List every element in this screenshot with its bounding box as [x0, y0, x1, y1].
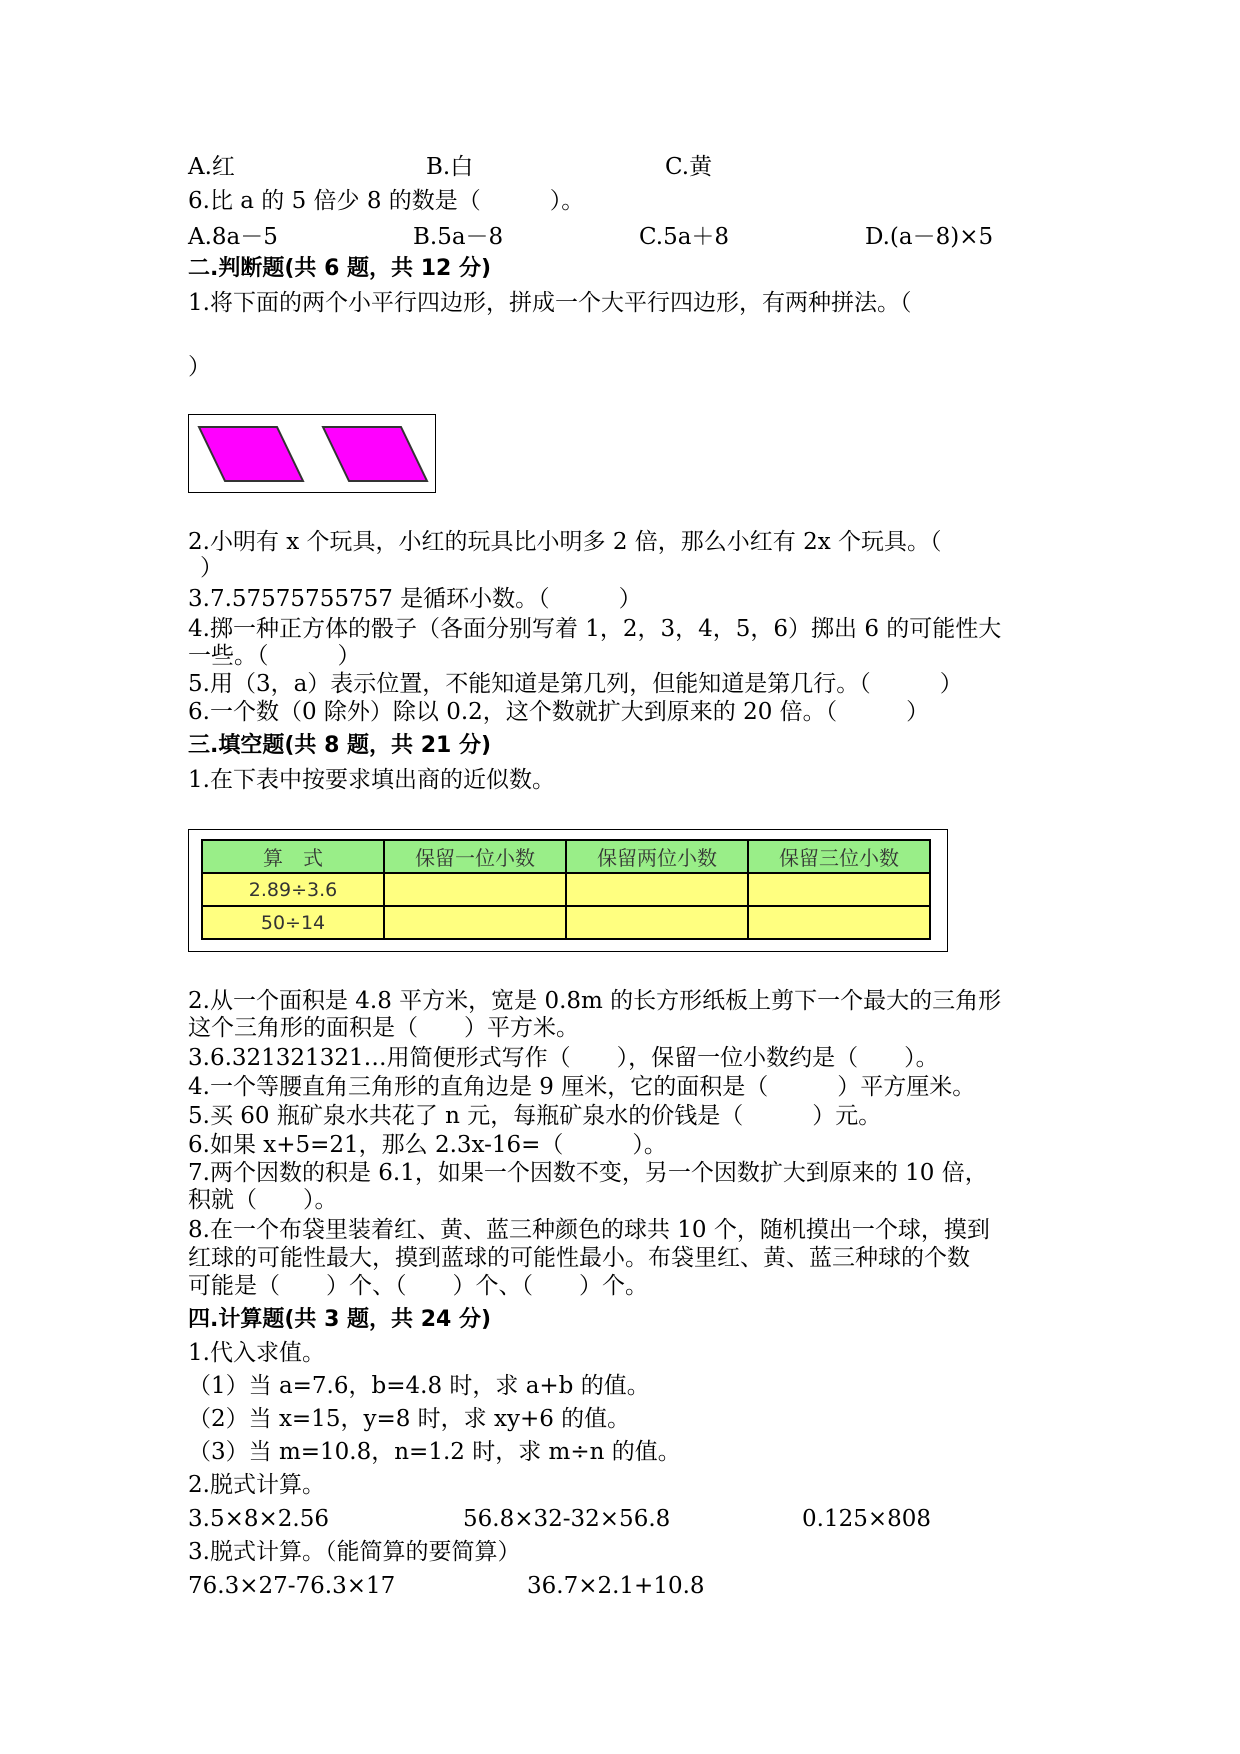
s3-q2-line1: 2.从一个面积是 4.8 平方米，宽是 0.8m 的长方形纸板上剪下一个最大的三角形	[188, 988, 1002, 1014]
table-cell-answer[interactable]	[384, 906, 566, 939]
s4-q2-item: 56.8×32-32×56.8	[463, 1506, 671, 1532]
s4-q2-item: 0.125×808	[802, 1506, 932, 1532]
parallelogram-figure	[188, 414, 436, 493]
s3-q5: 5.买 60 瓶矿泉水共花了 n 元，每瓶矿泉水的价钱是（ ）元。	[188, 1103, 882, 1129]
table-cell-answer[interactable]	[566, 873, 748, 906]
approximation-table	[201, 839, 931, 940]
s3-q4: 4.一个等腰直角三角形的直角边是 9 厘米，它的面积是（ ）平方厘米。	[188, 1074, 976, 1100]
s3-q8-line3: 可能是（ ）个、（ ）个、（ ）个。	[188, 1273, 648, 1299]
s3-q8-line2: 红球的可能性最大，摸到蓝球的可能性最小。布袋里红、黄、蓝三种球的个数	[188, 1245, 970, 1271]
section2-heading: 二.判断题(共 6 题，共 12 分)	[188, 256, 492, 281]
s2-q5: 5.用（3，a）表示位置，不能知道是第几列，但能知道是第几行。（ ）	[188, 671, 963, 697]
s2-q4-line2: 一些。（ ）	[188, 643, 361, 669]
q5-option-b: B.白	[426, 154, 474, 180]
table-header-row	[202, 840, 930, 873]
s3-q8-line1: 8.在一个布袋里装着红、黄、蓝三种颜色的球共 10 个，随机摸出一个球，摸到	[188, 1217, 990, 1243]
q6-option-d: D.(a－8)×5	[865, 224, 994, 250]
s4-q3-item: 36.7×2.1+10.8	[527, 1573, 705, 1599]
s4-q1-sub2: （2）当 x=15，y=8 时，求 xy+6 的值。	[188, 1406, 631, 1432]
q5-option-a: A.红	[188, 154, 235, 180]
section4-heading: 四.计算题(共 3 题，共 24 分)	[188, 1307, 492, 1332]
parallelogram-svg	[189, 415, 435, 492]
table-cell-answer[interactable]	[384, 873, 566, 906]
table-cell-answer[interactable]	[748, 873, 930, 906]
table-cell-expression: 50÷14	[202, 906, 384, 939]
q6-option-c: C.5a＋8	[639, 224, 730, 250]
s4-q1-sub1: （1）当 a=7.6，b=4.8 时，求 a+b 的值。	[188, 1373, 650, 1399]
table-cell-answer[interactable]	[748, 906, 930, 939]
s3-q1: 1.在下表中按要求填出商的近似数。	[188, 767, 555, 793]
s2-q1-line2: ）	[188, 354, 211, 380]
s3-q6: 6.如果 x+5=21，那么 2.3x-16=（ ）。	[188, 1132, 667, 1158]
table-cell-answer[interactable]	[566, 906, 748, 939]
s2-q1-line1: 1.将下面的两个小平行四边形，拼成一个大平行四边形，有两种拼法。（	[188, 290, 912, 316]
s2-q2-line2: ）	[200, 555, 223, 581]
table-header-cell: 算 式	[202, 840, 384, 873]
table-header-cell: 保留三位小数	[748, 840, 930, 873]
s2-q4-line1: 4.掷一种正方体的骰子（各面分别写着 1，2，3，4，5，6）掷出 6 的可能性大	[188, 616, 1002, 642]
table-header-cell: 保留两位小数	[566, 840, 748, 873]
s3-q7-line2: 积就（ ）。	[188, 1187, 338, 1213]
parallelogram-left	[199, 427, 303, 481]
s3-q7-line1: 7.两个因数的积是 6.1，如果一个因数不变，另一个因数扩大到原来的 10 倍，	[188, 1160, 988, 1186]
s2-q2-line1: 2.小明有 x 个玩具，小红的玩具比小明多 2 倍，那么小红有 2x 个玩具。（	[188, 529, 942, 555]
parallelogram-right	[323, 427, 427, 481]
section3-heading: 三.填空题(共 8 题，共 21 分)	[188, 733, 492, 758]
table-row	[202, 873, 930, 906]
s4-q3-item: 76.3×27-76.3×17	[188, 1573, 396, 1599]
s4-q1: 1.代入求值。	[188, 1340, 325, 1366]
s3-q2-line2: 这个三角形的面积是（ ）平方米。	[188, 1015, 579, 1041]
table-cell-expression: 2.89÷3.6	[202, 873, 384, 906]
approximation-table-box	[188, 829, 948, 952]
s4-q2: 2.脱式计算。	[188, 1472, 325, 1498]
s4-q2-item: 3.5×8×2.56	[188, 1506, 329, 1532]
s4-q3: 3.脱式计算。（能简算的要简算）	[188, 1539, 521, 1565]
q6-stem: 6.比 a 的 5 倍少 8 的数是（ ）。	[188, 188, 585, 214]
s4-q1-sub3: （3）当 m=10.8，n=1.2 时，求 m÷n 的值。	[188, 1439, 681, 1465]
q6-option-a: A.8a－5	[188, 224, 278, 250]
s3-q3: 3.6.321321321…用简便形式写作（ ），保留一位小数约是（ ）。	[188, 1045, 939, 1071]
table-header-cell: 保留一位小数	[384, 840, 566, 873]
q6-option-b: B.5a－8	[413, 224, 504, 250]
table-row	[202, 906, 930, 939]
q5-option-c: C.黄	[665, 154, 713, 180]
s2-q3: 3.7.57575755757 是循环小数。（ ）	[188, 586, 642, 612]
s2-q6: 6.一个数（0 除外）除以 0.2，这个数就扩大到原来的 20 倍。（ ）	[188, 699, 930, 725]
